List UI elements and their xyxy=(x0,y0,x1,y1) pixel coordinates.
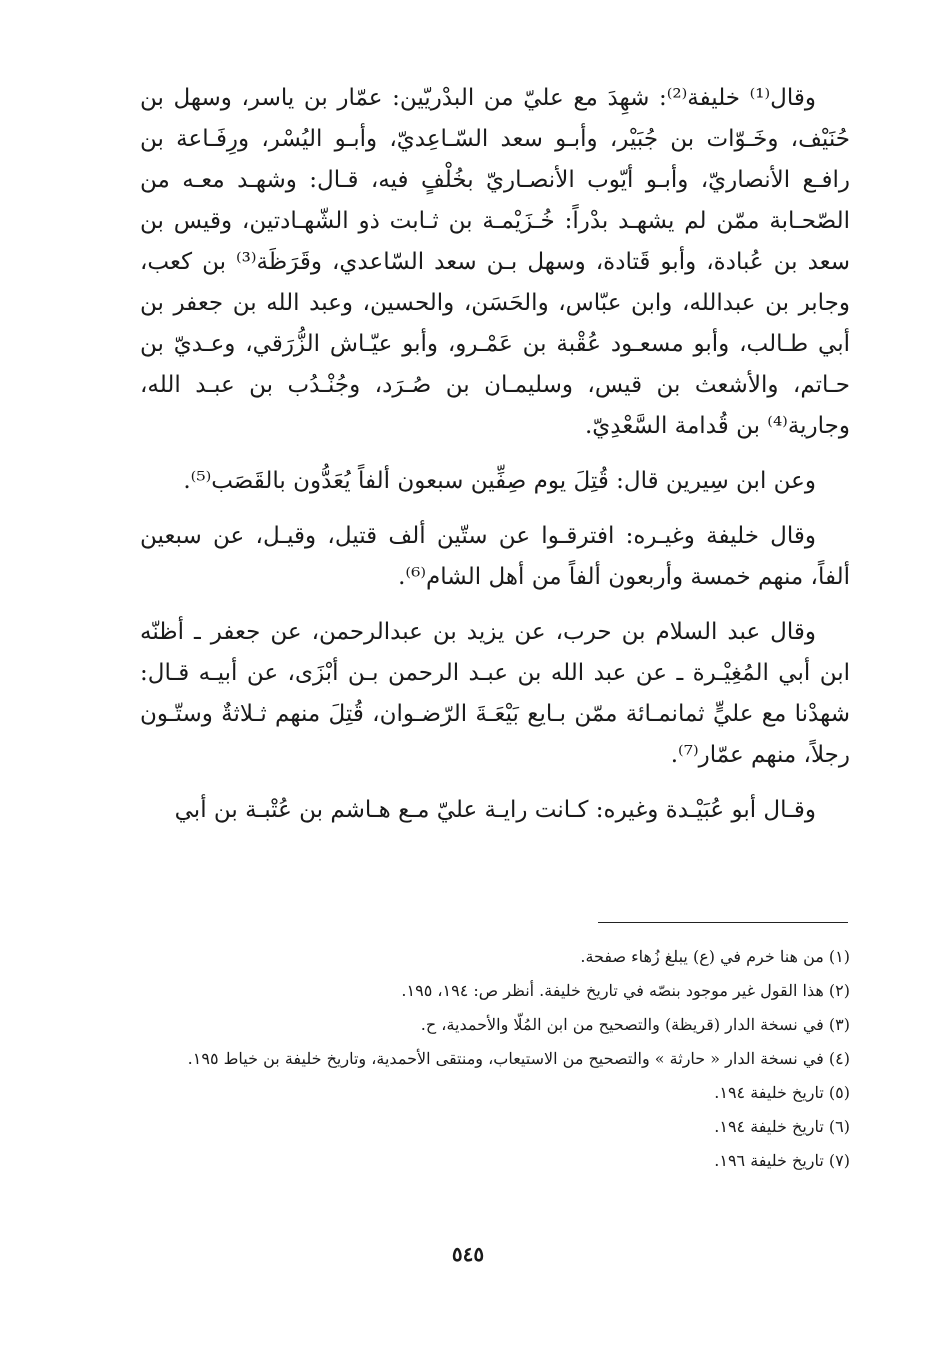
footnote-6: (٦) تاريخ خليفة ١٩٤. xyxy=(714,1117,850,1136)
paragraph-1: وقال⁽¹⁾ خليفة⁽²⁾: شهِدَ مع عليّ من البدْريّين: عمّار بن ياسر، وسهل بن حُنَيْف، وخَـوّات بن جُبَيْر، وأبـو سعد السّـاعِديّ، وأبـو اليُسْر، ورِفَـاعة بن رافـع الأنصاريّ، وأبـو أيّوب الأنصـاريّ بخُلْفٍ فيه، قـال: وشهـد معـه من الصّحـابة ممّن لم يشهـد بدْراً: خُـزَيْمـة بن ثـابت ذو الشّهـادتين، وقيس بن سعد بن عُبادة، وأبو قَتادة، وسهل بـن سعد السّاعدي، وقَرَظَة⁽³⁾ بن كعب، وجابر بن عبدالله، وابن عبّاس، والحَسَن، والحسين، وعبد الله بن جعفر بن أبي طـالب، وأبو مسعـود عُقْبة بن عَمْـرو، وأبو عيّـاش الزُّرَقي، وعـديّ بن حـاتم، والأشعث بن قيس، وسليمـان بن صُـرَد، وجُنْـدُب بن عبـد الله، وجارية⁽⁴⁾ بن قُدامة السَّعْدِيّ. xyxy=(140,85,851,439)
paragraph-3: وقال خليفة وغيـره: افترقـوا عن ستّين ألف قتيل، وقيـل، عن سبعين ألفاً، منهم خمسة وأربعون ألفاً من أهل الشام⁽⁶⁾. xyxy=(140,523,850,590)
footnote-divider xyxy=(598,922,848,923)
page-number: ٥٤٥ xyxy=(451,1242,485,1266)
paragraph-5: وقـال أبو عُبَيْـدة وغيره: كـانت رايـة عليّ مـع هـاشم بن عُتْبـة بن أبي xyxy=(174,797,816,823)
footnote-5: (٥) تاريخ خليفة ١٩٤. xyxy=(714,1083,850,1102)
footnote-7: (٧) تاريخ خليفة ١٩٦. xyxy=(714,1151,850,1170)
footnote-1: (١) من هنا خرم في (ع) يبلغ زُهاء صفحة. xyxy=(580,947,850,966)
footnote-3: (٣) في نسخة الدار (قريظة) والتصحيح من ابن المُلّا والأحمدية، ح. xyxy=(420,1015,850,1034)
paragraph-2: وعن ابن سِيرين قال: قُتِلَ يوم صِفِّين سبعون ألفاً يُعَدُّون بالقَصَب⁽⁵⁾. xyxy=(183,468,816,494)
paragraph-4: وقال عبد السلام بن حرب، عن يزيد بن عبدالرحمن، عن جعفر ـ أظنّه ابن أبي المُغِيْـرة ـ عن عبد الله بن عبـد الرحمن بـن أبْزَى، عن أبيـه قـال: شهدْنا مع عليٍّ ثمانمـائة ممّن بـايع بَيْعَـةَ الرّضـوان، قُتِلَ منهم ثـلاثةٌ وستّـون رجلاً، منهم عمّار⁽⁷⁾. xyxy=(140,619,850,768)
footnote-4: (٤) في نسخة الدار « حارثة » والتصحيح من الاستيعاب، ومنتقى الأحمدية، وتاريخ خليفة بن خياط ١٩٥. xyxy=(187,1049,850,1068)
footnotes xyxy=(140,942,850,1180)
footnote-2: (٢) هذا القول غير موجود بنصّه في تاريخ خليفة. أنظر ص: ١٩٤، ١٩٥. xyxy=(401,981,850,1000)
main-text xyxy=(140,78,850,845)
